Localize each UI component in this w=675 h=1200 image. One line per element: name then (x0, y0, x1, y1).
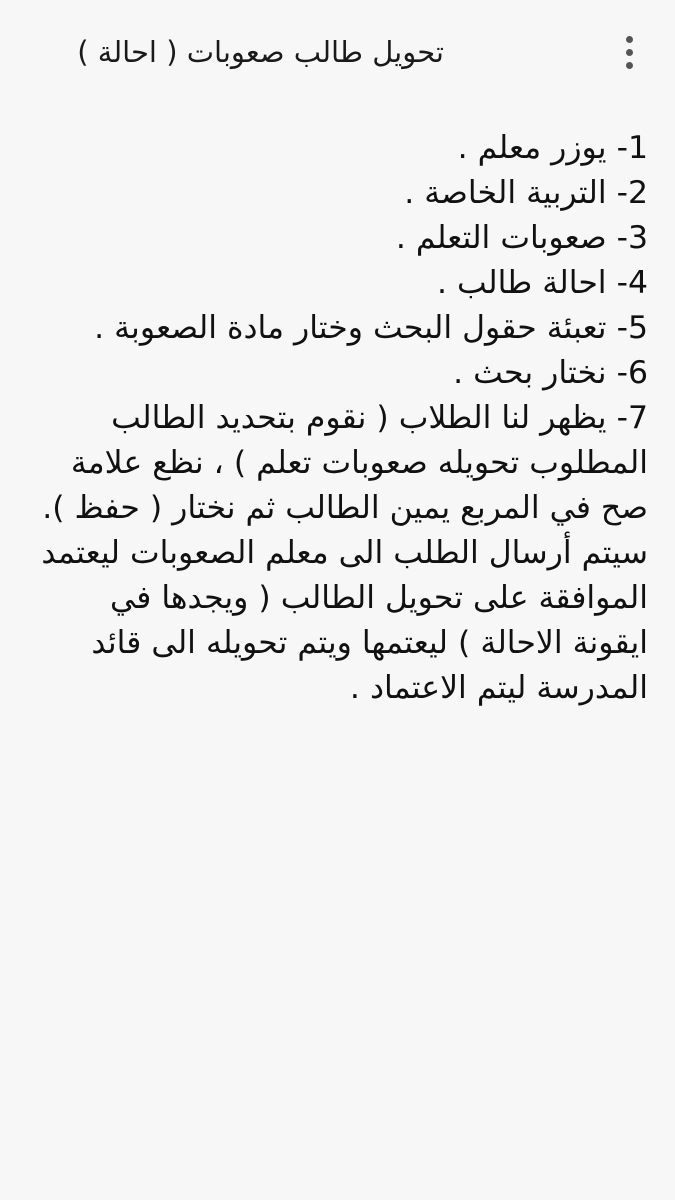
note-line: 2- التربية الخاصة . (404, 175, 648, 211)
note-line: ايقونة الاحالة ) ليعتمها ويتم تحويله الى قائد (91, 625, 648, 661)
note-line: الموافقة على تحويل الطالب ( ويجدها في (110, 580, 648, 616)
app-bar (0, 0, 675, 104)
note-line: صح في المربع يمين الطالب ثم نختار ( حفظ ). (42, 490, 648, 526)
more-vert-icon-dot (626, 62, 633, 69)
note-line: 7- يظهر لنا الطلاب ( نقوم بتحديد الطالب (111, 400, 648, 436)
note-title: تحويل طالب صعوبات ( احالة ) (77, 35, 444, 69)
note-line: 6- نختار بحث . (453, 355, 648, 391)
note-line: 1- يوزر معلم . (457, 130, 648, 166)
note-line: سيتم أرسال الطلب الى معلم الصعوبات ليعتمد (41, 535, 648, 571)
note-line: 5- تعبئة حقول البحث وختار مادة الصعوبة . (94, 310, 648, 346)
note-line: المدرسة ليتم الاعتماد . (349, 670, 648, 706)
more-vert-icon-dot (626, 49, 633, 56)
note-line: 4- احالة طالب . (437, 265, 648, 301)
note-line: 3- صعوبات التعلم . (395, 220, 648, 256)
more-vert-icon (626, 36, 633, 43)
note-body[interactable] (34, 126, 648, 711)
note-line: المطلوب تحويله صعوبات تعلم ) ، نظع علامة (70, 445, 648, 481)
more-options-button[interactable] (611, 28, 647, 76)
